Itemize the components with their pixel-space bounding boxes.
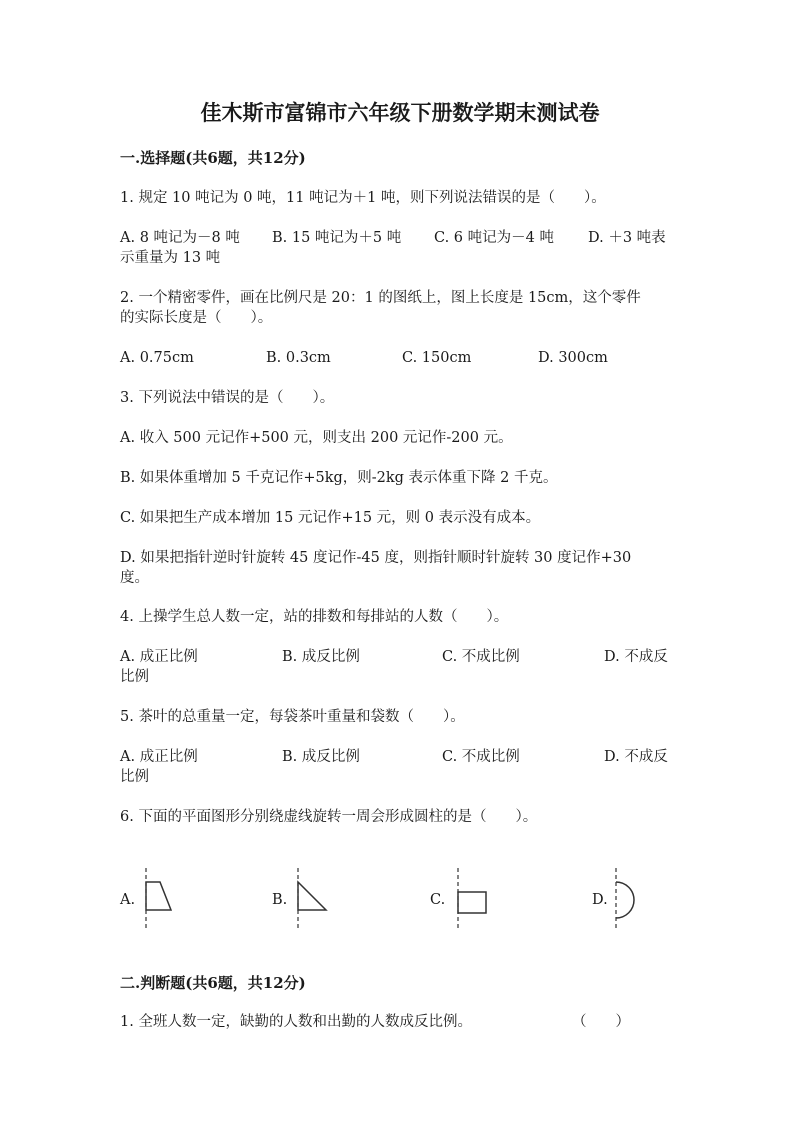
rectangle-figure — [452, 868, 492, 932]
q6-figure-d — [610, 868, 670, 932]
judge-q1-answer-blank: （ ） — [572, 1014, 630, 1030]
q5-stem: 5. 茶叶的总重量一定，每袋茶叶重量和袋数（ ）。 — [120, 709, 465, 725]
q1-option-c: C. 6 吨记为－4 吨 — [434, 230, 554, 246]
trapezoid-figure — [140, 868, 180, 932]
q4-option-a: A. 成正比例 — [120, 649, 198, 665]
q3-stem: 3. 下列说法中错误的是（ ）。 — [120, 390, 335, 406]
q4-option-c: C. 不成比例 — [442, 649, 520, 665]
q6-option-a-label: A. — [120, 892, 136, 908]
q2-stem-line2: 的实际长度是（ ）。 — [120, 310, 273, 326]
q6-figure-a — [140, 868, 200, 932]
section-1-heading: 一.选择题(共6题，共12分) — [120, 149, 306, 167]
page-title: 佳木斯市富锦市六年级下册数学期末测试卷 — [200, 100, 600, 125]
q1-option-b: B. 15 吨记为＋5 吨 — [272, 230, 402, 246]
q3-option-a: A. 收入 500 元记作+500 元，则支出 200 元记作-200 元。 — [120, 430, 513, 446]
q2-option-b: B. 0.3cm — [266, 350, 331, 366]
q2-option-d: D. 300cm — [538, 350, 608, 366]
q6-figure-b — [292, 868, 352, 932]
semicircle-figure — [610, 868, 650, 932]
q1-option-d: D. ＋3 吨表 — [588, 230, 666, 246]
q4-stem: 4. 上操学生总人数一定，站的排数和每排站的人数（ ）。 — [120, 609, 509, 625]
q1-option-a: A. 8 吨记为－8 吨 — [120, 230, 240, 246]
q6-option-b-label: B. — [272, 892, 288, 908]
q2-option-c: C. 150cm — [402, 350, 472, 366]
q5-option-b: B. 成反比例 — [282, 749, 360, 765]
q6-figure-c — [452, 868, 512, 932]
q1-option-d-continued: 示重量为 13 吨 — [120, 250, 221, 266]
q2-stem-line1-text: 2. 一个精密零件，画在比例尺是 20：1 的图纸上，图上长度是 15cm，这个零件 — [120, 290, 641, 306]
q6-stem: 6. 下面的平面图形分别绕虚线旋转一周会形成圆柱的是（ ）。 — [120, 809, 538, 825]
q5-option-a: A. 成正比例 — [120, 749, 198, 765]
right-triangle-figure — [292, 868, 332, 932]
q6-option-c-label: C. — [430, 892, 446, 908]
q3-option-d-line1: D. 如果把指针逆时针旋转 45 度记作-45 度，则指针顺时针旋转 30 度记作+30 — [120, 550, 632, 566]
q4-option-d-continued: 比例 — [120, 669, 149, 685]
q6-option-d-label: D. — [592, 892, 608, 908]
judge-q1-stem: 1. 全班人数一定，缺勤的人数和出勤的人数成反比例。 — [120, 1014, 472, 1030]
q2-option-a: A. 0.75cm — [120, 350, 194, 366]
q4-option-b: B. 成反比例 — [282, 649, 360, 665]
q5-option-c: C. 不成比例 — [442, 749, 520, 765]
q5-option-d-continued: 比例 — [120, 769, 149, 785]
q1-stem: 1. 规定 10 吨记为 0 吨，11 吨记为＋1 吨，则下列说法错误的是（ ）。 — [120, 190, 606, 206]
q4-option-d: D. 不成反 — [604, 649, 668, 665]
q3-option-d-line2: 度。 — [120, 570, 149, 586]
q3-option-b: B. 如果体重增加 5 千克记作+5kg，则-2kg 表示体重下降 2 千克。 — [120, 470, 558, 486]
q5-option-d: D. 不成反 — [604, 749, 668, 765]
section-2-heading: 二.判断题(共6题，共12分) — [120, 974, 306, 992]
q3-option-c: C. 如果把生产成本增加 15 元记作+15 元，则 0 表示没有成本。 — [120, 510, 541, 526]
